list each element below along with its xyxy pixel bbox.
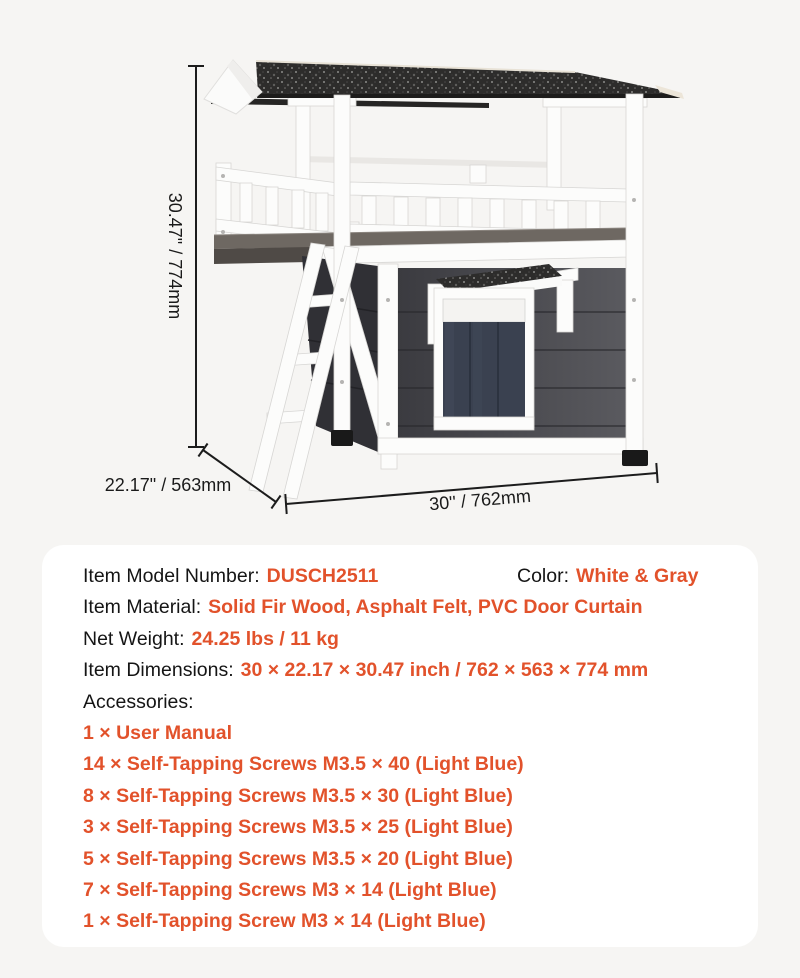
cat-house-illustration: [204, 60, 684, 499]
accessory-item: 8 × Self-Tapping Screws M3.5 × 30 (Light Blue): [83, 784, 513, 807]
width-dimension-label: 30'' / 762mm: [428, 485, 532, 515]
door-lintel: [443, 299, 525, 322]
depth-dimension-label: 22.17" / 563mm: [104, 475, 232, 495]
color-label: Color:: [517, 565, 570, 587]
house-bottom-skirt: [378, 438, 643, 454]
weight-label: Net Weight:: [83, 627, 185, 650]
spec-row-accessories-heading: [83, 687, 734, 718]
color-value: White & Gray: [576, 565, 699, 587]
height-dimension-label: 30.47" / 774mm: [165, 192, 185, 320]
front-right-foot: [622, 450, 648, 466]
door-curtain: [443, 322, 525, 420]
accessory-item: 1 × Self-Tapping Screw M3 × 14 (Light Blue): [83, 910, 486, 933]
door: [434, 288, 534, 430]
roof-felt: [256, 61, 682, 94]
accessory-item: 3 × Self-Tapping Screws M3.5 × 25 (Light Blue): [83, 816, 513, 839]
accessories-label: Accessories:: [83, 690, 194, 713]
color-group: [517, 561, 698, 592]
accessory-item: 14 × Self-Tapping Screws M3.5 × 40 (Light Blue): [83, 753, 524, 776]
house-left-leg: [381, 452, 397, 469]
door-sill: [434, 417, 534, 430]
width-dimension: [285, 463, 657, 514]
weight-value: 24.25 lbs / 11 kg: [191, 627, 339, 650]
model-value: DUSCH2511: [266, 565, 379, 587]
spec-row-model-color: [83, 561, 734, 592]
dimensions-label: Item Dimensions:: [83, 659, 234, 682]
roof-front-edge: [257, 94, 682, 98]
accessory-item: 1 × User Manual: [83, 722, 233, 745]
material-value: Solid Fir Wood, Asphalt Felt, PVC Door Curtain: [208, 596, 643, 619]
front-right-post: [626, 94, 643, 466]
spec-panel: [42, 545, 758, 947]
material-label: Item Material:: [83, 596, 202, 619]
accessory-item: 5 × Self-Tapping Screws M3.5 × 20 (Light Blue): [83, 847, 513, 870]
accessory-item: 7 × Self-Tapping Screws M3 × 14 (Light Blue): [83, 879, 497, 902]
spec-row-weight: [83, 624, 734, 655]
dimensions-value: 30 × 22.17 × 30.47 inch / 762 × 563 × 774 mm: [240, 659, 649, 682]
height-dimension: [165, 66, 204, 447]
spec-row-dimensions: [83, 655, 734, 686]
spec-row-material: [83, 592, 734, 623]
model-label: Item Model Number:: [83, 565, 260, 587]
front-left-foot: [331, 430, 353, 446]
